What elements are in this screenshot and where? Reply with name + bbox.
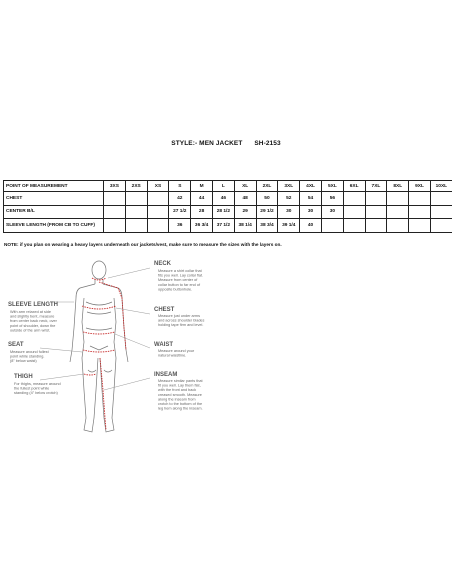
measurement-cell: 39 1/4 (278, 219, 300, 233)
header-size: 3XL (278, 181, 300, 192)
neck-description (158, 269, 203, 291)
inseam-description-line: along the inseam from (158, 397, 196, 402)
sleeve-description-line: point of shoulder, down the (10, 323, 56, 328)
measurement-cell (125, 192, 147, 206)
inseam-description-line: fit you well. Lay them flat, (158, 383, 201, 388)
neck-description-line: collar button to far end of (158, 282, 201, 287)
measurement-cell: 42 (169, 192, 191, 206)
inseam-title: INSEAM (154, 372, 178, 378)
measurement-cell: 30 (300, 205, 322, 219)
measurement-cell (104, 219, 126, 233)
measurement-cell (365, 219, 387, 233)
waist-description-line: Measure around your (158, 349, 195, 353)
style-heading (0, 140, 452, 147)
measurement-cell (125, 205, 147, 219)
sleeve-length-title: SLEEVE LENGTH (8, 302, 59, 308)
measurement-cell (409, 205, 431, 219)
chest-description-line: and across shoulder blades (158, 318, 205, 323)
measurement-cell: 37 1/2 (212, 219, 234, 233)
measurement-cell (147, 205, 169, 219)
measurement-cell: 29 1/2 (256, 205, 278, 219)
waist-title: WAIST (154, 342, 173, 348)
neck-description-line: Measure a shirt collar that (158, 269, 202, 273)
size-chart-table (3, 180, 452, 233)
measurement-cell (387, 219, 409, 233)
seat-description (10, 350, 50, 363)
measurement-cell (365, 205, 387, 219)
measurement-cell: 52 (278, 192, 300, 206)
waist-description (158, 349, 195, 358)
row-label: CENTER B/L (4, 205, 104, 219)
measurement-cell (365, 192, 387, 206)
table-row (4, 192, 452, 206)
measurement-cell (430, 205, 452, 219)
table-row (4, 219, 452, 233)
inseam-description-line: Measure similar pants that (158, 379, 203, 383)
inseam-description-line: creased smooth. Measure (158, 392, 202, 397)
measurement-cell (104, 205, 126, 219)
thigh-description-line: the fullest point while (14, 386, 50, 391)
measurement-cell (387, 192, 409, 206)
measurement-cell: 38 1/4 (234, 219, 256, 233)
header-point-of-measurement: POINT OF MEASUREMENT (4, 181, 104, 192)
sleeve-description-line: and slightly bent, measure (10, 314, 55, 319)
thigh-description-line: standing (4" below crotch) (14, 391, 58, 396)
measurement-cell (387, 205, 409, 219)
measurement-cell (321, 219, 343, 233)
header-size: 2XL (256, 181, 278, 192)
neck-description-line: opposite buttonhole. (158, 287, 193, 292)
table-row (4, 205, 452, 219)
layering-note: NOTE: if you plan on wearing a heavy layers underneath our jackets/vest, make sure to measure the sizes with the layers on. (4, 242, 282, 247)
measurement-cell (125, 219, 147, 233)
sleeve-length-description (10, 310, 58, 332)
measurement-lines (82, 278, 126, 430)
seat-description-line: Measure around fullest (10, 350, 49, 354)
header-size: 5XL (321, 181, 343, 192)
measurement-cell: 40 (300, 219, 322, 233)
table-header-row (4, 181, 452, 192)
header-size: 10XL (430, 181, 452, 192)
sleeve-description-line: outside of the arm wrist. (10, 328, 51, 333)
header-size: S (169, 181, 191, 192)
body-figure-illustration (70, 261, 128, 432)
inseam-measure-line (100, 358, 106, 430)
seat-description-line: (8" below waist) (10, 359, 37, 364)
seat-description-line: point while standing. (10, 354, 45, 359)
neck-description-line: Measure from center of (158, 278, 198, 283)
waist-measure-line (83, 332, 115, 334)
measurement-cell: 56 (321, 192, 343, 206)
neck-description-line: fits you well. Lay collar flat. (158, 273, 204, 278)
sleeve-description-line: from center back neck, over (10, 319, 57, 324)
thigh-description-line: For thighs, measure around (14, 382, 61, 386)
inseam-description (158, 379, 203, 411)
thigh-description (14, 382, 61, 395)
thigh-title: THIGH (14, 374, 33, 380)
measurement-cell: 36 (169, 219, 191, 233)
measurement-cell: 38 3/4 (256, 219, 278, 233)
measurement-cell (147, 219, 169, 233)
row-label: SLEEVE LENGTH (FROM CB TO CUFF) (4, 219, 104, 233)
measurement-cell: 48 (234, 192, 256, 206)
header-size: L (212, 181, 234, 192)
measurement-cell (430, 192, 452, 206)
header-size: 2XS (125, 181, 147, 192)
measurement-cell (409, 219, 431, 233)
measurement-cell: 30 (321, 205, 343, 219)
header-size: 9XL (409, 181, 431, 192)
measurement-cell (343, 192, 365, 206)
header-size: 8XL (387, 181, 409, 192)
measurement-cell: 50 (256, 192, 278, 206)
header-size: XL (234, 181, 256, 192)
thigh-measure-line (84, 374, 96, 375)
style-code: SH-2153 (254, 140, 281, 147)
header-size: 7XL (365, 181, 387, 192)
measurement-cell (147, 192, 169, 206)
measurement-cell: 30 (278, 205, 300, 219)
seat-title: SEAT (8, 342, 24, 348)
chest-description-line: Measure just under arms (158, 314, 200, 318)
chest-title: CHEST (154, 307, 175, 313)
style-prefix: STYLE:- MEN JACKET (171, 140, 243, 147)
measurement-guide (0, 250, 452, 450)
measurement-cell: 29 (234, 205, 256, 219)
header-size: 4XL (300, 181, 322, 192)
waist-description-line: natural waistline. (158, 353, 187, 358)
measurement-cell: 46 (212, 192, 234, 206)
header-size: 6XL (343, 181, 365, 192)
measurement-cell: 28 (191, 205, 213, 219)
header-size: 3XS (104, 181, 126, 192)
measurement-cell (343, 219, 365, 233)
measurement-cell (104, 192, 126, 206)
header-size: XS (147, 181, 169, 192)
measurement-cell: 27 1/2 (169, 205, 191, 219)
chest-description-line: holding tape firm and level. (158, 323, 204, 328)
callout-lines (40, 268, 150, 390)
chest-measure-line (82, 306, 116, 309)
inseam-description-line: crotch to the bottom of the (158, 402, 203, 406)
neck-title: NECK (154, 261, 172, 267)
measurement-cell (343, 205, 365, 219)
inseam-description-line: leg hem along the inseam. (158, 406, 203, 411)
row-label: CHEST (4, 192, 104, 206)
measurement-cell (409, 192, 431, 206)
measurement-cell: 44 (191, 192, 213, 206)
sleeve-measure-line (99, 282, 126, 350)
inseam-description-line: with the front and back (158, 388, 197, 393)
chest-description (158, 314, 205, 327)
measurement-cell: 28 1/2 (212, 205, 234, 219)
sleeve-description-line: With arm relaxed at side (10, 310, 51, 314)
header-size: M (191, 181, 213, 192)
measurement-cell: 36 3/4 (191, 219, 213, 233)
measurement-cell (430, 219, 452, 233)
measurement-cell: 54 (300, 192, 322, 206)
